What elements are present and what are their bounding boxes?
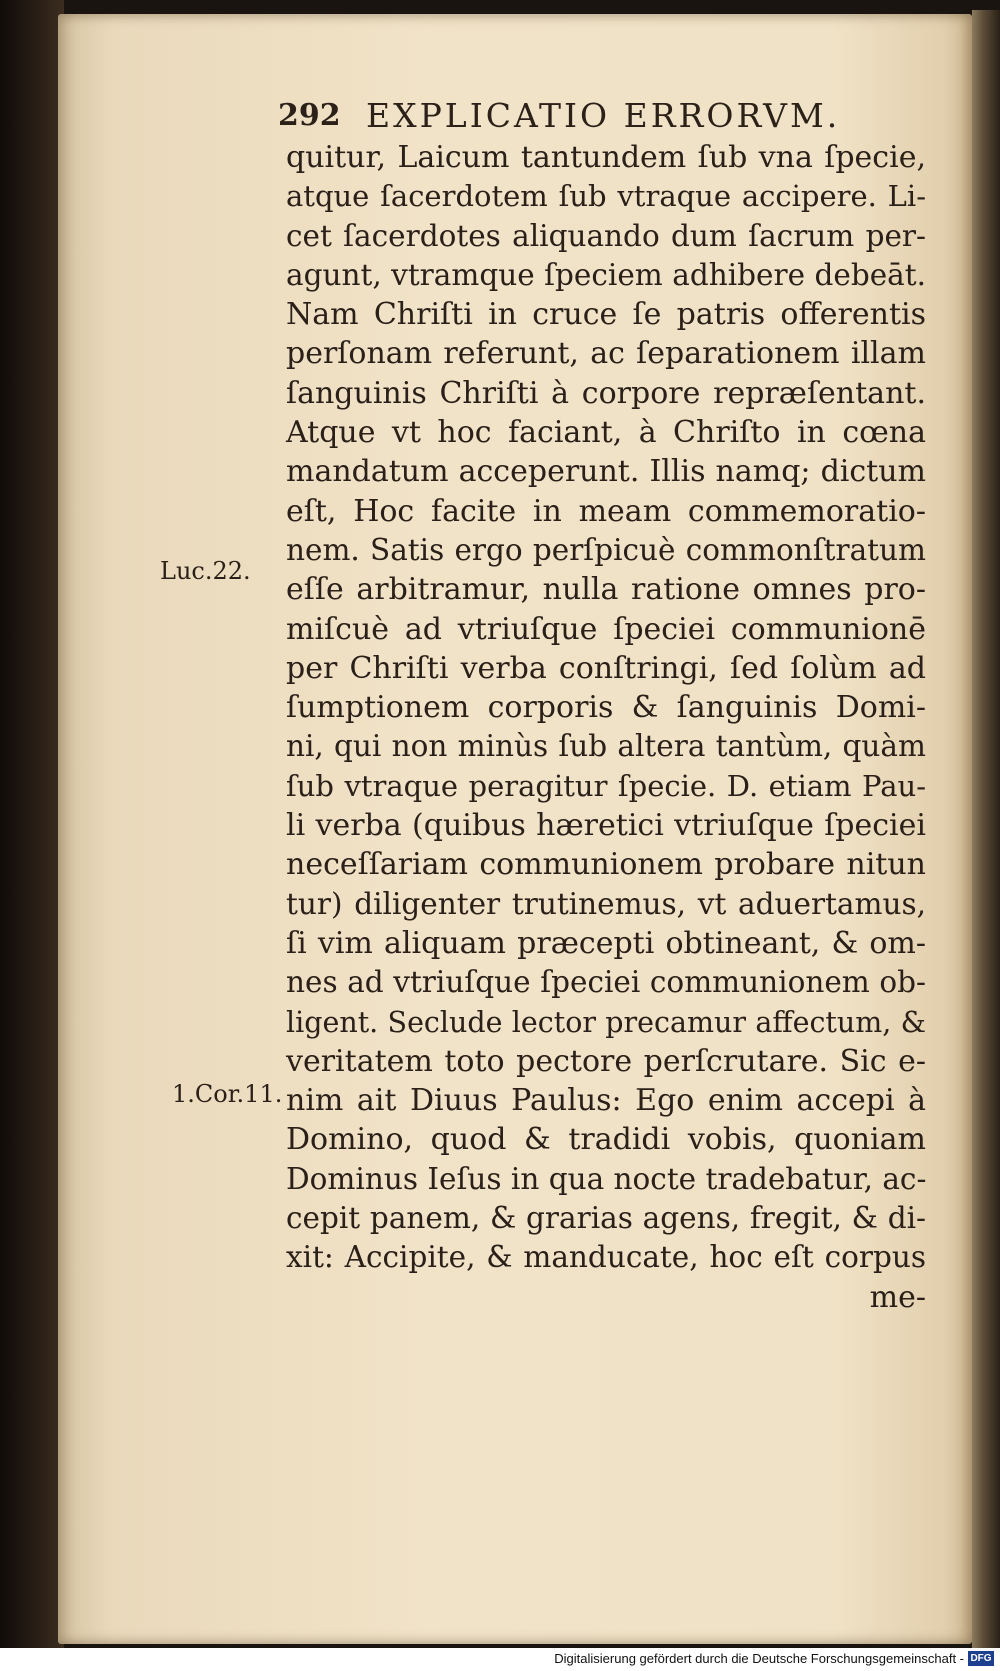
page-number: 292: [278, 98, 341, 133]
binding-shadow: [0, 0, 64, 1671]
text-line: mandatum acceperunt. Illis namq; dictum: [286, 454, 926, 490]
text-line: cet ſacerdotes aliquando dum ſacrum per-: [286, 218, 926, 253]
text-line: eſſe arbitramur, nulla ratione omnes pro-: [286, 572, 926, 608]
body-text: [286, 138, 926, 1317]
dfg-logo-icon: DFG: [968, 1651, 994, 1666]
text-line: ſub vtraque peragitur ſpecie. D. etiam Pau-: [286, 768, 926, 803]
dfg-credit: Digitalisierung gefördert durch die Deutsche Forschungsgemeinschaft -: [554, 1651, 964, 1666]
text-line: nim ait Diuus Paulus: Ego enim accepi à: [286, 1083, 926, 1119]
page-edge: [972, 10, 1000, 1650]
digitization-footer: [0, 1648, 1000, 1671]
margin-note-luke: Luc.22.: [160, 557, 251, 585]
text-line: Atque vt hoc faciant, à Chriſto in cœna: [286, 415, 926, 451]
text-line: eſt, Hoc facite in meam commemoratio-: [286, 493, 926, 529]
text-line: Nam Chriſti in cruce ſe patris offerentis: [286, 297, 926, 333]
text-line: cepit panem, & grarias agens, fregit, & di-: [286, 1201, 926, 1236]
text-line: agunt, vtramque ſpeciem adhibere debeāt.: [286, 257, 926, 292]
text-line: nem. Satis ergo perſpicuè commonſtratum: [286, 532, 926, 567]
text-line: ni, qui non minùs ſub altera tantùm, quàm: [286, 729, 926, 764]
page-header: [278, 96, 918, 138]
margin-note-corinthians: 1.Cor.11.: [172, 1080, 283, 1108]
text-line: ſumptionem corporis & ſanguinis Domi-: [286, 690, 926, 726]
text-line: ſanguinis Chriſti à corpore repræſentant.: [286, 375, 926, 411]
catchword: me-: [869, 1279, 926, 1315]
text-line: perſonam referunt, ac ſeparationem illam: [286, 336, 926, 372]
text-line: neceſſariam communionem probare nitun: [286, 847, 926, 883]
text-line: nes ad vtriuſque ſpeciei communionem ob-: [286, 965, 926, 1000]
text-line: miſcuè ad vtriuſque ſpeciei communionē: [286, 611, 926, 647]
text-line: quitur, Laicum tantundem ſub vna ſpecie,: [286, 140, 926, 175]
text-line: ligent. Seclude lector precamur affectum, &: [286, 1005, 926, 1039]
text-line: li verba (quibus hæretici vtriuſque ſpeciei: [286, 808, 926, 844]
text-line: Dominus Ieſus in qua nocte tradebatur, ac-: [286, 1161, 927, 1196]
text-line: atque ſacerdotem ſub vtraque accipere. Li-: [286, 179, 926, 214]
text-line: veritatem toto pectore perſcrutare. Sic e-: [286, 1043, 926, 1079]
text-line: xit: Accipite, & manducate, hoc eſt corpus: [286, 1240, 926, 1275]
text-line: Domino, quod & tradidi vobis, quoniam: [286, 1122, 926, 1158]
running-head: EXPLICATIO ERRORVM.: [366, 96, 841, 135]
text-line: per Chriſti verba conſtringi, ſed ſolùm ad: [286, 650, 926, 686]
text-line: tur) diligenter trutinemus, vt aduertamus,: [286, 886, 926, 921]
text-line: ſi vim aliquam præcepti obtineant, & om-: [286, 925, 926, 961]
